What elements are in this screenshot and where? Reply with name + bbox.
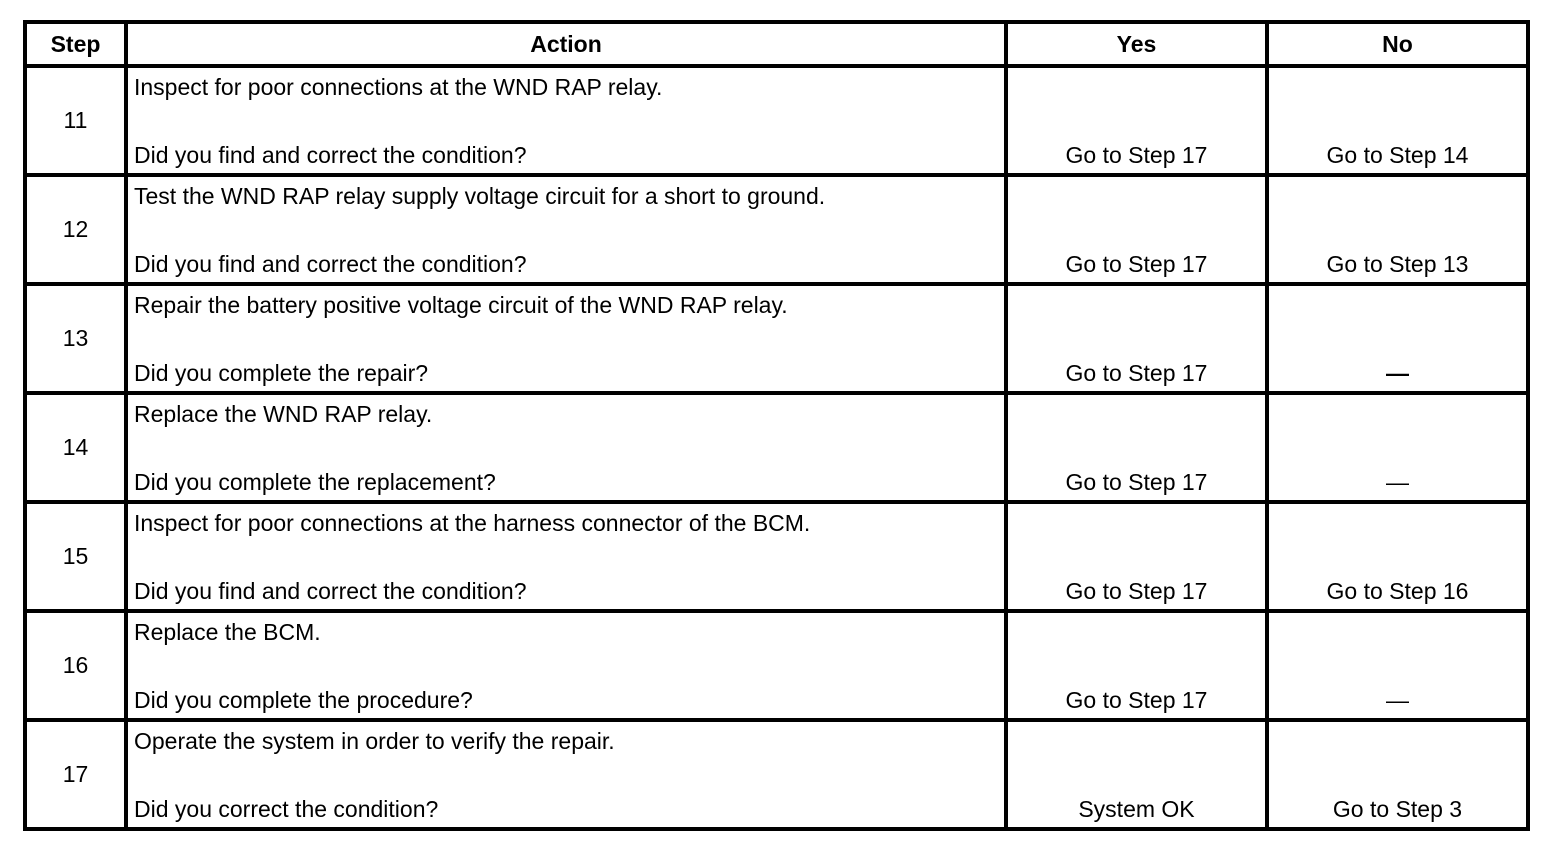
diagnostic-table	[23, 20, 1530, 831]
table-row	[25, 720, 1528, 829]
step-number: 12	[25, 175, 126, 284]
no-result: —	[1386, 687, 1409, 713]
header-yes: Yes	[1006, 22, 1267, 66]
yes-result: Go to Step 17	[1065, 469, 1208, 495]
no-cell	[1267, 66, 1528, 175]
no-result: —	[1386, 469, 1409, 495]
action-instruction: Repair the battery positive voltage circuit of the WND RAP relay.	[134, 292, 788, 318]
yes-cell	[1006, 66, 1267, 175]
no-result: Go to Step 16	[1326, 578, 1469, 604]
yes-cell	[1006, 175, 1267, 284]
action-question: Did you find and correct the condition?	[134, 251, 527, 277]
yes-cell	[1006, 393, 1267, 502]
no-result: —	[1386, 360, 1409, 386]
step-number: 16	[25, 611, 126, 720]
action-question: Did you correct the condition?	[134, 796, 439, 822]
action-question: Did you complete the repair?	[134, 360, 429, 386]
action-instruction: Replace the WND RAP relay.	[134, 401, 433, 427]
action-cell	[126, 611, 1006, 720]
yes-result: Go to Step 17	[1065, 251, 1208, 277]
no-cell	[1267, 720, 1528, 829]
action-question: Did you find and correct the condition?	[134, 578, 527, 604]
yes-result: Go to Step 17	[1065, 142, 1208, 168]
action-instruction: Replace the BCM.	[134, 619, 321, 645]
step-number: 17	[25, 720, 126, 829]
action-instruction: Inspect for poor connections at the WND RAP relay.	[134, 74, 663, 100]
table-row	[25, 393, 1528, 502]
step-number: 14	[25, 393, 126, 502]
action-cell	[126, 393, 1006, 502]
table-row	[25, 611, 1528, 720]
action-cell	[126, 502, 1006, 611]
action-cell	[126, 66, 1006, 175]
no-result: Go to Step 13	[1326, 251, 1469, 277]
yes-cell	[1006, 611, 1267, 720]
no-cell	[1267, 393, 1528, 502]
no-cell	[1267, 502, 1528, 611]
yes-cell	[1006, 720, 1267, 829]
step-number: 11	[25, 66, 126, 175]
no-result: Go to Step 3	[1332, 796, 1463, 822]
no-result: Go to Step 14	[1326, 142, 1469, 168]
yes-result: Go to Step 17	[1065, 578, 1208, 604]
header-action: Action	[126, 22, 1006, 66]
table-row	[25, 66, 1528, 175]
action-cell	[126, 284, 1006, 393]
no-cell	[1267, 611, 1528, 720]
action-instruction: Inspect for poor connections at the harness connector of the BCM.	[134, 510, 811, 536]
action-question: Did you find and correct the condition?	[134, 142, 527, 168]
yes-result: Go to Step 17	[1065, 687, 1208, 713]
table-row	[25, 284, 1528, 393]
step-number: 13	[25, 284, 126, 393]
action-question: Did you complete the replacement?	[134, 469, 496, 495]
action-question: Did you complete the procedure?	[134, 687, 473, 713]
step-number: 15	[25, 502, 126, 611]
table-row	[25, 175, 1528, 284]
header-no: No	[1267, 22, 1528, 66]
header-step: Step	[25, 22, 126, 66]
yes-result: System OK	[1078, 796, 1195, 822]
action-cell	[126, 720, 1006, 829]
no-cell	[1267, 175, 1528, 284]
action-instruction: Test the WND RAP relay supply voltage circuit for a short to ground.	[134, 183, 826, 209]
yes-cell	[1006, 502, 1267, 611]
yes-cell	[1006, 284, 1267, 393]
yes-result: Go to Step 17	[1065, 360, 1208, 386]
table-row	[25, 502, 1528, 611]
action-cell	[126, 175, 1006, 284]
no-cell	[1267, 284, 1528, 393]
table-header-row	[25, 22, 1528, 66]
action-instruction: Operate the system in order to verify the repair.	[134, 728, 615, 754]
